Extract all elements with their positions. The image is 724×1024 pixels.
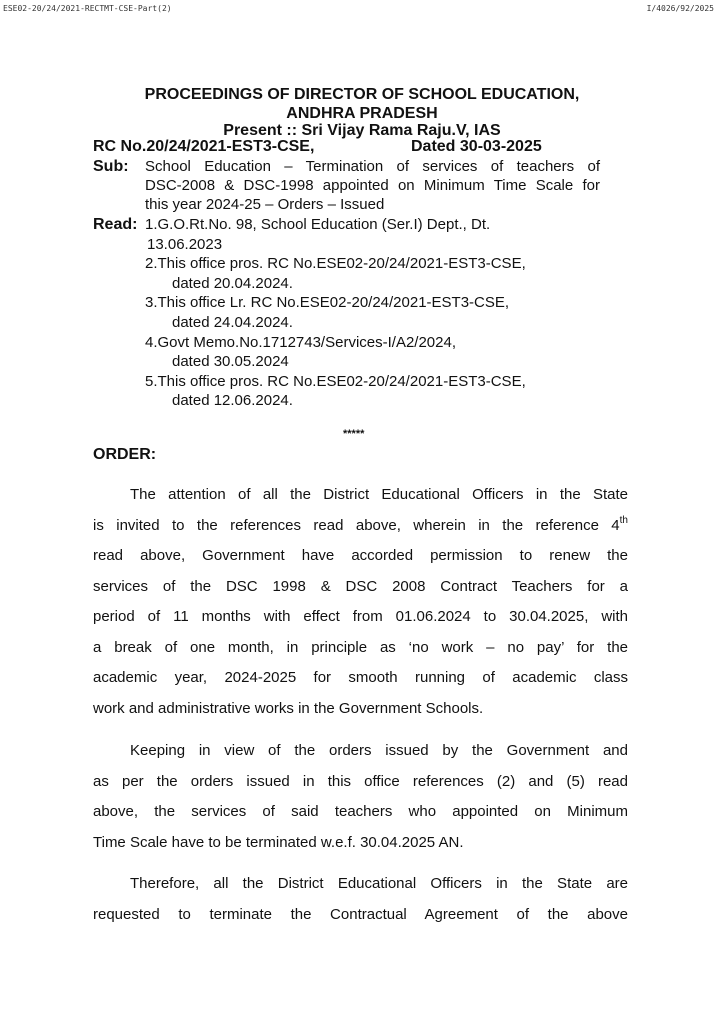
read-item	[145, 215, 605, 254]
subject-line: DSC-2008 & DSC-1998 appointed on Minimum Time Scale for	[145, 177, 600, 194]
read-references	[145, 215, 605, 411]
read-item-date: dated 30.05.2024	[172, 353, 289, 371]
superscript: th	[619, 514, 628, 526]
paragraph-line: requested to terminate the Contractual Agreement of the above	[93, 905, 628, 923]
paragraph-line: academic year, 2024-2025 for smooth running of academic class	[93, 669, 628, 686]
read-item-line: 2.This office pros. RC No.ESE02-20/24/2021-EST3-CSE,	[145, 255, 526, 273]
paragraph-line: Therefore, all the District Educational Officers in the State are	[130, 875, 628, 892]
present-officer: Present :: Sri Vijay Rama Raju.V, IAS	[223, 122, 501, 139]
read-item	[145, 333, 605, 372]
subject-text	[145, 157, 600, 214]
paragraph-line: services of the DSC 1998 & DSC 2008 Contract Teachers for a	[93, 577, 628, 595]
file-ref-left: ESE02-20/24/2021-RECTMT-CSE-Part(2)	[3, 4, 172, 13]
paragraph-line: above, the services of said teachers who appointed on Minimum	[93, 803, 628, 820]
order-paragraph-1	[93, 480, 628, 724]
subject-line: School Education – Termination of services of teachers of	[145, 158, 600, 175]
paragraph-line	[93, 511, 628, 542]
paragraph-line: Time Scale have to be terminated w.e.f. 30.04.2025 AN.	[93, 833, 464, 851]
read-item	[145, 293, 605, 332]
paragraph-line: work and administrative works in the Government Schools.	[93, 699, 484, 717]
proceedings-title-line1: PROCEEDINGS OF DIRECTOR OF SCHOOL EDUCATION,	[144, 86, 580, 103]
read-label: Read:	[93, 216, 138, 233]
paragraph-line: as per the orders issued in this office references (2) and (5) read	[93, 772, 628, 790]
paragraph-line: period of 11 months with effect from 01.06.2024 to 30.04.2025, with	[93, 608, 628, 625]
proceedings-title-line2: ANDHRA PRADESH	[286, 105, 438, 122]
read-item-date: dated 12.06.2024.	[172, 392, 293, 410]
section-separator: *****	[343, 428, 365, 440]
read-item-line: 4.Govt Memo.No.1712743/Services-I/A2/2024,	[145, 333, 457, 351]
paragraph-line-text: is invited to the references read above, wherein in the reference 4	[93, 516, 620, 534]
order-date: Dated 30-03-2025	[411, 138, 542, 155]
read-item	[145, 372, 605, 411]
rc-number: RC No.20/24/2021-EST3-CSE,	[93, 138, 315, 155]
read-item-date: 13.06.2023	[147, 235, 223, 253]
subject-line: this year 2024-25 – Orders – Issued	[145, 196, 385, 213]
read-item-date: dated 24.04.2024.	[172, 313, 293, 331]
subject-label: Sub:	[93, 158, 129, 175]
read-item-line: 1.G.O.Rt.No. 98, School Education (Ser.I) Dept., Dt.	[145, 216, 491, 233]
paragraph-line: The attention of all the District Educational Officers in the State	[130, 486, 628, 503]
file-ref-right: I/4026/92/2025	[646, 4, 714, 13]
read-item-date: dated 20.04.2024.	[172, 274, 293, 292]
paragraph-line: a break of one month, in principle as ‘no work – no pay’ for the	[93, 638, 628, 656]
paragraph-line: Keeping in view of the orders issued by the Government and	[130, 742, 628, 759]
paragraph-line: read above, Government have accorded permission to renew the	[93, 547, 628, 564]
order-paragraph-3	[93, 869, 628, 930]
order-heading: ORDER:	[93, 446, 157, 463]
read-item-line: 3.This office Lr. RC No.ESE02-20/24/2021-EST3-CSE,	[145, 294, 510, 312]
order-paragraph-2	[93, 736, 628, 858]
read-item-line: 5.This office pros. RC No.ESE02-20/24/2021-EST3-CSE,	[145, 372, 526, 390]
read-item	[145, 254, 605, 293]
